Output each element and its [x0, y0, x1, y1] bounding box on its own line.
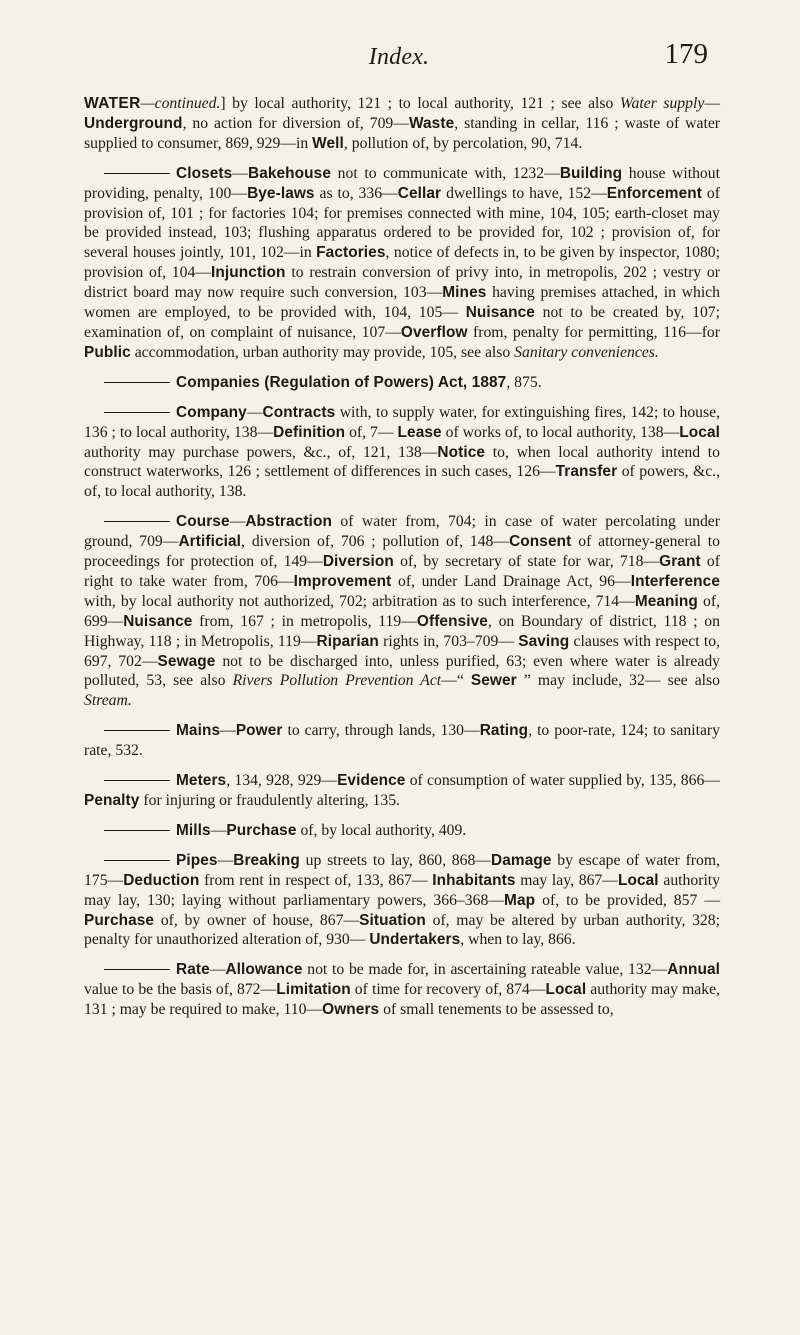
entry-text: , on Boundary of district, 118 ; on Highway, 118 ; in Metropolis, 119— [84, 612, 720, 650]
entry-text: from rent in respect of, 133, 867— [199, 871, 433, 889]
entry-text: of time for recovery of, 874— [350, 981, 546, 999]
index-term: Enforcement [606, 184, 702, 202]
index-entry-course [84, 512, 720, 711]
entry-text: ” may include, 32— see also [516, 672, 720, 690]
index-term: Consent [509, 533, 572, 551]
entry-text: of, under Land Drainage Act, 96— [391, 572, 631, 590]
index-term: Owners [322, 1001, 380, 1019]
ditto-dash [104, 382, 170, 383]
ditto-dash [104, 173, 170, 174]
index-term: Companies (Regulation of Powers) Act, 1887 [176, 373, 507, 391]
entry-text: — [220, 722, 236, 740]
entry-text: — [229, 513, 246, 531]
entry-text: may lay, 867— [515, 871, 618, 889]
index-term: Improvement [293, 572, 392, 590]
entry-text: up streets to lay, 860, 868— [299, 851, 492, 869]
entry-text: from, 167 ; in metropolis, 119— [192, 612, 417, 630]
index-term: Overflow [400, 323, 468, 341]
index-term: WATER [84, 95, 141, 112]
entry-text: with, by local authority not authorized, 702; arbitration as to such interference, 714— [84, 592, 635, 610]
running-head [90, 38, 708, 72]
index-term: Public [84, 343, 131, 361]
index-term: Annual [667, 961, 720, 979]
entry-text: — [704, 95, 721, 112]
entry-text: — [209, 961, 226, 979]
entry-text: ] by local authority, 121 ; to local authority, 121 ; see also [220, 95, 620, 112]
index-term: Offensive [416, 612, 488, 630]
index-term: Transfer [555, 463, 618, 481]
index-term: Mines [442, 284, 487, 302]
cross-reference: Sanitary conveniences. [514, 343, 659, 361]
entry-text: of, 699— [84, 592, 720, 630]
entry-text: not to be discharged into, unless purified, 63; even where water is already polluted, 53, see also [84, 652, 721, 690]
index-term: Notice [437, 443, 486, 461]
entry-text: , no action for diversion of, 709— [182, 114, 409, 132]
index-term: Meters [176, 772, 227, 790]
page-number: 179 [664, 38, 708, 70]
index-term: Contracts [262, 403, 336, 421]
index-term: Rating [479, 722, 529, 740]
index-term: Riparian [316, 632, 379, 650]
entry-text: — [246, 403, 263, 421]
index-entry-mains [84, 721, 720, 761]
entry-text: , notice of defects in, to be given by inspector, 1080; provision of, 104— [84, 244, 720, 282]
ditto-dash [104, 969, 170, 970]
index-term: Rate [176, 961, 210, 979]
index-term: Bye-laws [247, 184, 315, 202]
index-term: Cellar [397, 184, 442, 202]
index-entry-mills [84, 821, 720, 841]
ditto-dash [104, 830, 170, 831]
entry-text: authority may make, 131 ; may be required to make, 110— [84, 981, 720, 1019]
entry-text: clauses with respect to, 697, 702— [84, 632, 720, 670]
index-term: Limitation [276, 981, 351, 999]
index-term: Diversion [322, 553, 394, 571]
entry-text: to carry, through lands, 130— [282, 722, 480, 740]
entry-text: , standing in cellar, 116 ; waste of water supplied to consumer, 869, 929—in [84, 114, 721, 152]
entry-text: of, may be altered by urban authority, 328; penalty for unauthorized alteration of, 930— [84, 911, 720, 949]
index-term: Undertakers [369, 931, 461, 949]
entry-text: dwellings to have, 152— [441, 184, 607, 202]
entry-text: , when to lay, 866. [460, 931, 576, 949]
index-entry-company [84, 403, 720, 503]
index-term: Damage [491, 851, 552, 869]
index-term: Well [312, 134, 344, 152]
entry-text: of powers, &c., of, to local authority, 138. [84, 463, 720, 501]
index-term: Local [545, 981, 587, 999]
index-entry-water [84, 94, 720, 154]
index-term: Local [617, 871, 659, 889]
entry-text: of provision of, 101 ; for factories 104; for premises connected with mine, 104, 105; earth-closet may be provided instead, 103; flushing apparatus ordered to be provided for, 102 ; provision of, for several houses jointly, 101, 102—in [84, 184, 720, 262]
running-head-title: Index. [368, 44, 430, 70]
cross-reference: —continued. [140, 95, 221, 112]
index-term: Deduction [123, 871, 200, 889]
entry-text: of consumption of water supplied by, 135, 866— [405, 772, 720, 790]
cross-reference: Water supply [619, 95, 705, 112]
entry-text: to, when local authority intend to construct waterworks, 126 ; settlement of differences in such cases, 126— [84, 443, 720, 481]
index-term: Company [176, 403, 247, 421]
entry-text: house without providing, penalty, 100— [84, 164, 720, 202]
index-term: Factories [316, 244, 386, 262]
entry-text: to restrain conversion of privy into, in metropolis, 202 ; vestry or district board may now require such conversion, 103— [84, 264, 720, 302]
entry-text: of, by local authority, 409. [296, 821, 467, 839]
index-term: Breaking [233, 851, 300, 869]
index-term: Mains [176, 722, 221, 740]
index-term: Underground [84, 114, 183, 132]
index-term: Sewer [470, 672, 517, 690]
index-term: Lease [397, 423, 442, 441]
index-term: Artificial [178, 533, 242, 551]
index-term: Mills [176, 821, 211, 839]
index-term: Interference [630, 572, 720, 590]
index-term: Nuisance [465, 304, 535, 322]
index-term: Inhabitants [432, 871, 516, 889]
entry-text: by escape of water from, 175— [84, 851, 720, 889]
index-entry-companies [84, 373, 720, 393]
cross-reference: Stream. [84, 692, 132, 710]
index-term: Course [176, 513, 230, 531]
entry-text: of, 7— [345, 423, 398, 441]
entry-text: not to communicate with, 1232— [331, 164, 560, 182]
entry-text: value to be the basis of, 872— [84, 981, 277, 999]
index-term: Penalty [84, 792, 140, 809]
entry-text: from, penalty for permitting, 116—for [467, 323, 720, 341]
entry-text: having premises attached, in which women are employed, to be provided with, 104, 105— [84, 284, 720, 322]
index-term: Local [679, 423, 720, 441]
entry-text: — [210, 821, 227, 839]
entry-text: as to, 336— [314, 184, 398, 202]
index-term: Building [559, 164, 623, 182]
entry-text: of works of, to local authority, 138— [441, 423, 680, 441]
index-entry-meters [84, 771, 720, 811]
entry-text: of right to take water from, 706— [84, 553, 720, 590]
index-entry-rate [84, 960, 720, 1020]
entry-text: of, by owner of house, 867— [154, 911, 360, 929]
entry-text: , 875. [506, 373, 542, 391]
index-term: Power [235, 722, 283, 740]
ditto-dash [104, 412, 170, 413]
entry-text: , diversion of, 706 ; pollution of, 148— [241, 533, 510, 551]
entry-text: authority may lay, 130; laying without parliamentary powers, 366–368— [84, 871, 721, 909]
entry-text: — [217, 851, 234, 869]
entry-text: , 134, 928, 929— [226, 772, 338, 790]
entry-text: — [232, 164, 248, 182]
entry-text: of, to be provided, 857 — [535, 891, 721, 909]
entry-text: of small tenements to be assessed to, [379, 1001, 614, 1019]
index-term: Allowance [225, 961, 303, 979]
index-term: Purchase [226, 821, 297, 839]
index-term: Evidence [337, 772, 406, 790]
index-term: Closets [176, 164, 233, 182]
index-term: Abstraction [245, 513, 332, 531]
entry-text: rights in, 703–709— [378, 632, 519, 650]
entry-text: accommodation, urban authority may provide, 105, see also [130, 343, 515, 361]
index-term: Purchase [84, 911, 155, 929]
index-term: Grant [659, 553, 701, 571]
index-term: Meaning [634, 592, 698, 610]
index-term: Pipes [176, 851, 218, 869]
index-term: Saving [518, 632, 570, 650]
index-entries [84, 94, 720, 1030]
entry-text: of attorney-general to proceedings for protection of, 149— [84, 533, 720, 571]
ditto-dash [104, 780, 170, 781]
entry-text: of water from, 704; in case of water percolating under ground, 709— [84, 513, 720, 551]
entry-text: , pollution of, by percolation, 90, 714. [343, 134, 583, 152]
entry-text: not to be created by, 107; examination of, on complaint of nuisance, 107— [84, 304, 720, 341]
index-term: Situation [359, 911, 426, 929]
ditto-dash [104, 730, 170, 731]
index-term: Nuisance [123, 612, 193, 630]
index-term: Definition [273, 423, 346, 441]
entry-text: , to poor-rate, 124; to sanitary rate, 532. [84, 722, 720, 760]
entry-text: —“ [441, 672, 471, 690]
ditto-dash [104, 860, 170, 861]
entry-text: not to be made for, in ascertaining rateable value, 132— [302, 961, 668, 979]
index-term: Injunction [211, 264, 286, 282]
entry-text: authority may purchase powers, &c., of, 121, 138— [84, 443, 438, 461]
cross-reference: Rivers Pollution Prevention Act [232, 672, 442, 690]
index-term: Bakehouse [247, 164, 332, 182]
index-term: Waste [408, 114, 455, 132]
ditto-dash [104, 521, 170, 522]
entry-text: of, by secretary of state for war, 718— [393, 553, 660, 571]
index-term: Map [504, 891, 536, 909]
index-entry-pipes [84, 851, 720, 951]
entry-text: with, to supply water, for extinguishing fires, 142; to house, 136 ; to local authority, 138— [84, 403, 720, 441]
entry-text: for injuring or fraudulently altering, 135. [139, 792, 400, 809]
index-entry-closets [84, 164, 720, 363]
index-term: Sewage [157, 652, 216, 670]
